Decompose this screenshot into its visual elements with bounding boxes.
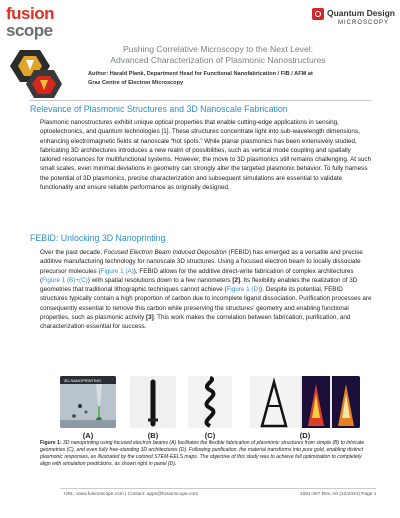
section-paragraph-relevance: Plasmonic nanostructures exhibit unique optical properties that enable cutting-edge applications in sensing, optoelectronics, and quantum technologies [1]. These structures concentrate light into sub-wavelength dimensions, enhancing electromagnetic fields at nanoscale “hot spots.” While planar plasmonics has been extensively studied, fabricating 3D architectures introduces a new realm of possibilities, such as vertical mode coupling and spatially tailored resonances for multifunctional systems. However, the move to 3D plasmonics still remains challenging. At such small scales, even minimal deviations in geometry can strongly alter the targeted plasmonic behavior. To fully harness the potential of 3D plasmonics, precise characterization and subsequent simulations are essential to validate functionality and ensure reliable performance as originally designed. bbox=[40, 119, 372, 192]
section-paragraph-febid bbox=[40, 248, 372, 332]
figure-panel-a bbox=[60, 376, 116, 428]
text-run: ) with spatial resolutions down to a few nanometers bbox=[87, 276, 233, 284]
hexagon-badge-icon bbox=[6, 48, 62, 100]
logo-fusion-text: fusion bbox=[6, 4, 54, 23]
caption-text: 3D nanoprinting using focused electron beams (A) facilitates the flexible fabrication of plasmonic structures from simple (B) to intricate geometries (C), and even fully free-standing 3D architectures (D). Following purification, the material transforms into pure gold, enabling distinct plasmonic responses, as illustrated by the colored STEM-EELS maps. The objective of this study was to achieve full optimization to completely align with simulation predictions, as shown right in panel (D). bbox=[40, 440, 365, 467]
figure-panel-d bbox=[250, 376, 360, 428]
caption-label: Figure 1: bbox=[40, 440, 62, 446]
author-info bbox=[88, 70, 378, 87]
footer-page-info: 1061-307 Rev. A0 (12/2024) Page 1 bbox=[300, 492, 377, 497]
text-run: . Its flexibility enables the realization of 3D geometries that traditional lithographic techniques cannot achieve ( bbox=[40, 276, 358, 294]
link-figure-1bc[interactable]: Figure 1 (B)+(C) bbox=[42, 276, 88, 284]
quantum-design-mark-icon bbox=[312, 8, 324, 20]
figure-panel-c bbox=[188, 376, 232, 428]
author-line-1: Author: Harald Plank, Department Head for Functional Nanofabrication / FIB / AFM at bbox=[88, 71, 313, 77]
logo-qd-sub: MICROSCOPY bbox=[338, 20, 390, 26]
figure-label-d: (D) bbox=[299, 431, 311, 440]
italic-term: Focused Electron Beam Induced Deposition bbox=[103, 249, 227, 256]
footer-divider bbox=[60, 488, 376, 489]
title-line-2: Advanced Characterization of Plasmonic Nanostructures bbox=[110, 55, 326, 65]
panel-a-inset-label: 3D-NANOPRINTING bbox=[64, 378, 102, 383]
header-divider bbox=[30, 100, 372, 101]
text-run: Over the past decade, bbox=[40, 249, 104, 256]
figure-label-b: (B) bbox=[147, 431, 159, 440]
text-run: ). Despite its potential, FEBID structures typically contain a high proportion of carbon due to incomplete ligand dissociation. Purification processes are consequently essential to remove this carbon while preserving the structures’ geometry and enabling functional properties, such as plasmonic activity bbox=[40, 286, 372, 322]
figure-caption bbox=[40, 440, 370, 468]
title-line-1: Pushing Correlative Microscopy to the Next Level: bbox=[122, 44, 314, 54]
quantum-design-logo bbox=[312, 8, 396, 38]
fusionscope-logo bbox=[6, 5, 66, 41]
logo-qd-name: Quantum Design bbox=[327, 8, 396, 18]
section-heading-relevance: Relevance of Plasmonic Structures and 3D Nanoscale Fabrication bbox=[30, 104, 288, 114]
figure-label-c: (C) bbox=[204, 431, 216, 440]
link-figure-1d[interactable]: Figure 1 (D) bbox=[226, 286, 261, 294]
link-figure-1a[interactable]: Figure 1 (A) bbox=[100, 267, 134, 275]
text-run: . This work makes the correlation between fabrication, purification, and characterization essential for success. bbox=[40, 314, 351, 331]
text-run: ), FEBID allows for the additive direct-write fabrication of complex architectures ( bbox=[40, 267, 354, 284]
citation-2: [2] bbox=[232, 276, 241, 284]
figure-1 bbox=[60, 376, 360, 438]
text-run: (FEBID) has emerged as a versatile and precise additive manufacturing technology for nanoscale 3D structures. Using a focused electron beam to locally dissociate precursor molecules ( bbox=[40, 249, 363, 275]
author-line-2: Graz Centre of Electron Microscopy bbox=[88, 79, 184, 86]
citation-3: [3] bbox=[146, 314, 154, 322]
document-title bbox=[68, 44, 368, 66]
footer-contact: URL: www.fusionscope.com | Contact: apps@fusionscope.com bbox=[64, 492, 199, 497]
section-heading-febid: FEBID: Unlocking 3D Nanoprinting bbox=[30, 233, 166, 243]
figure-panel-b bbox=[130, 376, 176, 428]
figure-label-a: (A) bbox=[82, 431, 94, 440]
logo-scope-text: scope bbox=[6, 21, 53, 40]
